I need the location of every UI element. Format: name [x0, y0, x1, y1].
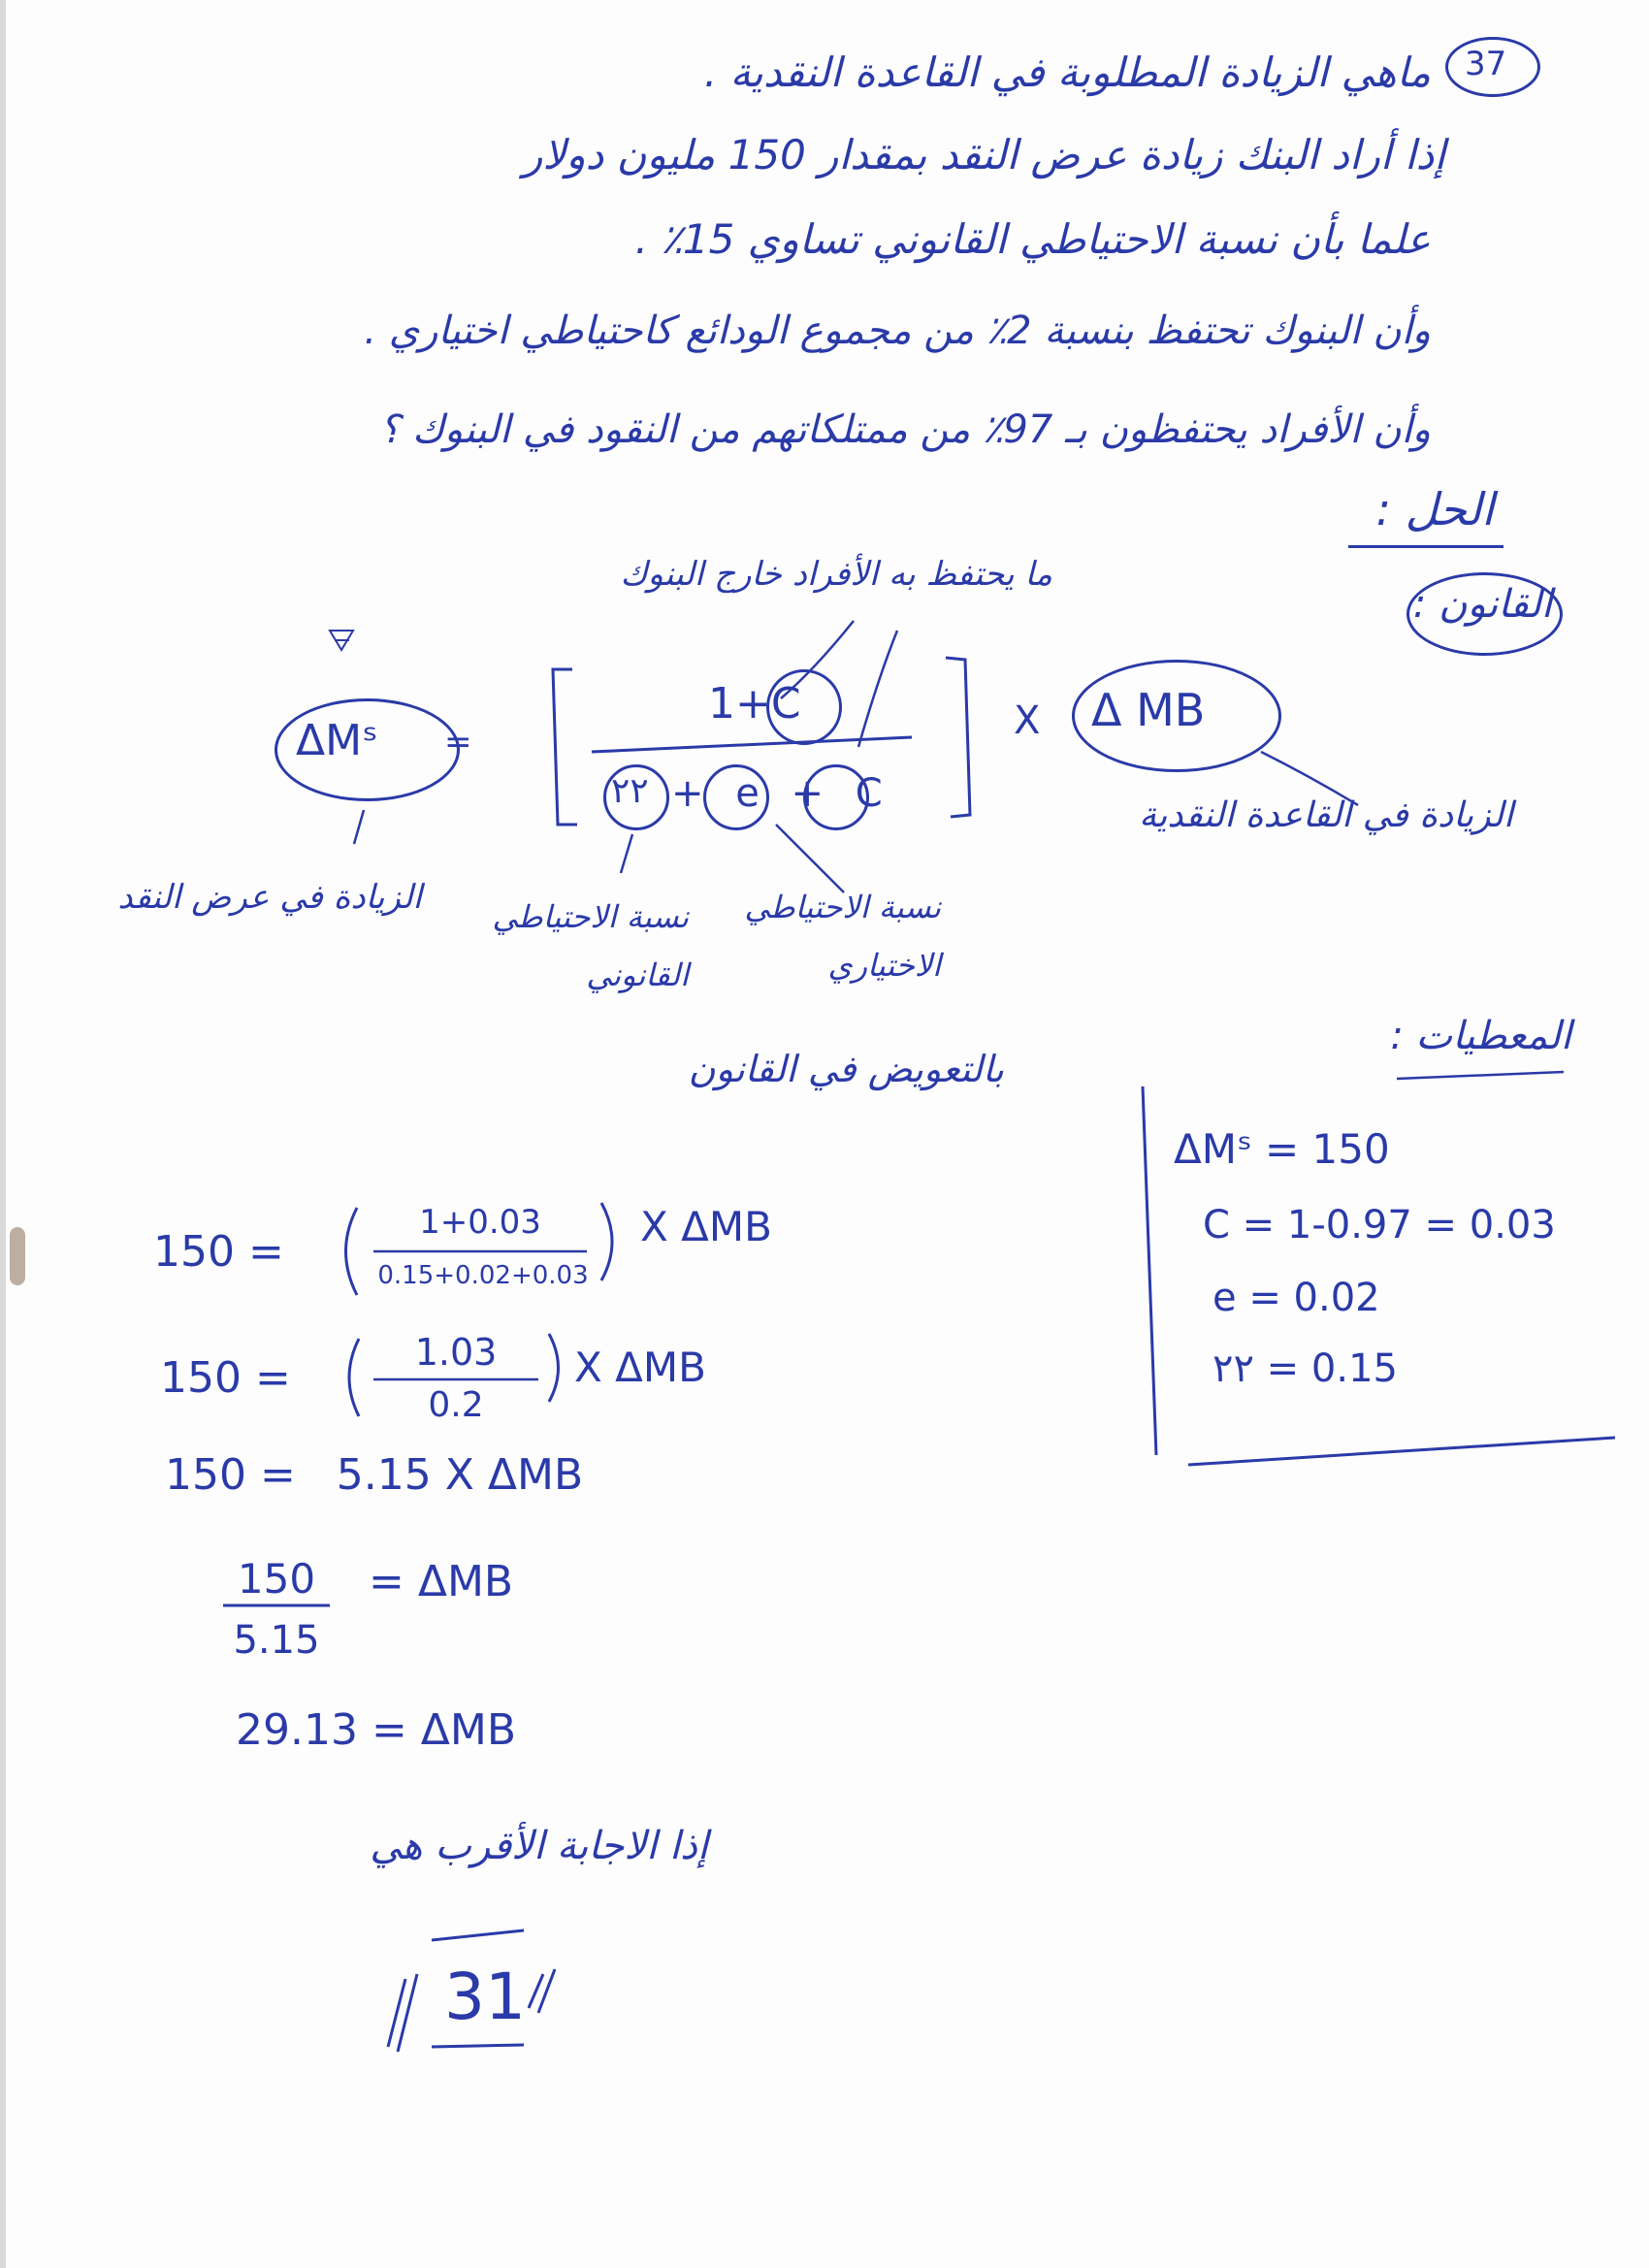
step2-lhs: 150 =: [160, 1353, 291, 1403]
annotation-kept-outside: ما يحتفظ به الأفراد خارج البنوك: [620, 555, 1052, 594]
law-label: القانون :: [1412, 582, 1552, 627]
substitution-label: بالتعويض في القانون: [688, 1048, 1004, 1090]
question-number: 37: [1465, 45, 1507, 83]
given-1: ΔMˢ = 150: [1174, 1125, 1390, 1173]
step1-numerator: 1+0.03: [419, 1203, 541, 1242]
step4-denominator: 5.15: [233, 1618, 320, 1663]
formula-den-rest: + e + C: [671, 771, 892, 816]
formula-numerator: 1+C: [708, 679, 801, 729]
step5: 29.13 = ΔMB: [236, 1705, 517, 1755]
annotation-excess-reserve: نسبة الاحتياطي الاختياري: [744, 889, 941, 984]
annotation-money-supply: الزيادة في عرض النقد: [117, 878, 422, 917]
step2-rhs: X ΔMB: [574, 1344, 706, 1391]
question-line-2: إذا أراد البنك زيادة عرض النقد بمقدار 150 مليون دولار: [523, 131, 1445, 178]
annotation-legal-reserve: نسبة الاحتياطي القانوني: [492, 898, 689, 993]
answer-label: إذا الاجابة الأقرب هي: [370, 1824, 708, 1868]
step1-lhs: 150 =: [153, 1227, 284, 1277]
formula-times: X: [1014, 698, 1041, 743]
formula-den-rr: ٢٢: [611, 771, 649, 811]
annotation-base-increase: الزيادة في القاعدة النقدية: [1139, 795, 1513, 835]
question-line-1: ماهي الزيادة المطلوبة في القاعدة النقدية .: [703, 49, 1431, 96]
step4-rhs: = ΔMB: [369, 1557, 514, 1606]
question-line-3: علما بأن نسبة الاحتياطي القانوني تساوي 15٪ .: [634, 215, 1431, 263]
step2-numerator: 1.03: [414, 1331, 498, 1374]
step4-numerator: 150: [237, 1555, 316, 1603]
givens-title: المعطيات :: [1390, 1014, 1571, 1058]
given-3: e = 0.02: [1212, 1276, 1380, 1320]
formula-equals: =: [444, 723, 472, 761]
question-line-4: وأن البنوك تحتفظ بنسبة 2٪ من مجموع الودائع كاحتياطي اختياري .: [364, 308, 1431, 353]
question-line-5: وأن الأفراد يحتفظون بـ 97٪ من ممتلكاتهم من النقود في البنوك ؟: [379, 407, 1431, 452]
formula-lhs: ΔMˢ: [296, 716, 378, 765]
step1-denominator: 0.15+0.02+0.03: [377, 1261, 589, 1290]
step3: 150 = 5.15 X ΔMB: [165, 1450, 584, 1500]
step1-rhs: X ΔMB: [640, 1203, 772, 1250]
step2-denominator: 0.2: [428, 1385, 484, 1425]
formula-rhs: Δ MB: [1091, 684, 1206, 736]
given-2: C = 1-0.97 = 0.03: [1203, 1203, 1556, 1247]
given-4: ٢٢ = 0.15: [1212, 1346, 1398, 1391]
solution-heading: الحل :: [1375, 483, 1494, 535]
answer-value: 31: [444, 1960, 526, 2034]
